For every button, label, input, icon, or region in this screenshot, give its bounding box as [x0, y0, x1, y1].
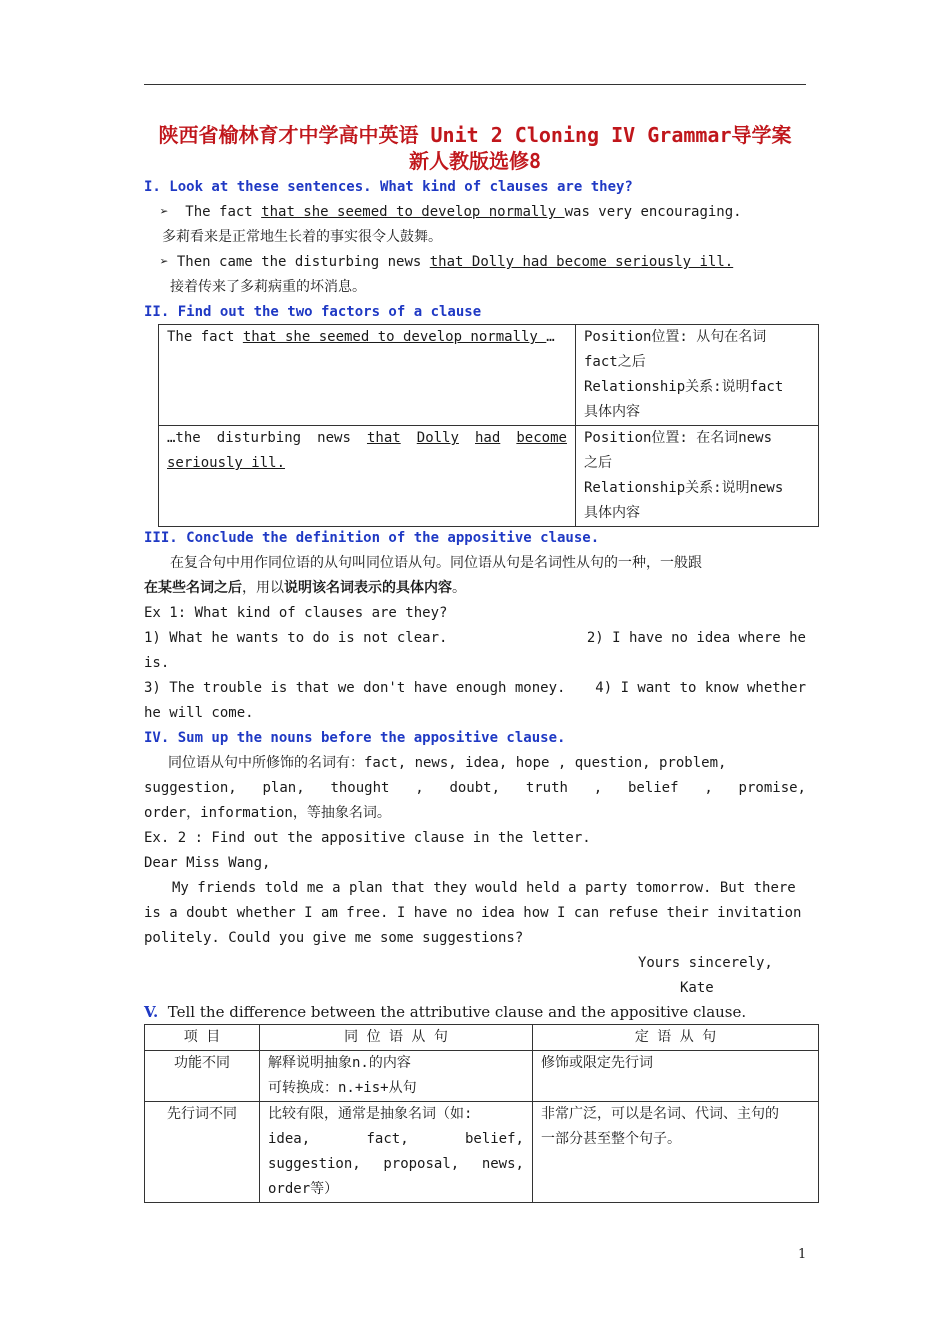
letter-body: politely. Could you give me some suggestions? — [144, 930, 524, 946]
sentence-1-translation: 多莉看来是正常地生长着的事实很令人鼓舞。 — [162, 229, 442, 245]
attributive-cell: 非常广泛，可以是名词、代词、主句的 一部分甚至整个句子。 — [533, 1102, 819, 1203]
column-header: 项 目 — [145, 1025, 260, 1051]
document-subtitle: 新人教版选修8 — [408, 149, 542, 173]
letter-body: My friends told me a plan that they would held a party tomorrow. But there — [172, 880, 796, 896]
row-label: 先行词不同 — [145, 1102, 260, 1203]
column-header: 同 位 语 从 句 — [260, 1025, 533, 1051]
section-5-heading: V. Tell the difference between the attributive clause and the appositive clause. — [144, 1003, 747, 1021]
sentence-2-translation: 接着传来了多莉病重的坏消息。 — [170, 279, 366, 295]
section-1-heading: I. Look at these sentences. What kind of clauses are they? — [144, 179, 633, 195]
letter-salutation: Dear Miss Wang, — [144, 855, 271, 871]
exercise-1-line: 3) The trouble is that we don't have enough money. 4) I want to know whether — [144, 680, 806, 696]
analysis-cell: Position位置: 在名词news 之后 Relationship关系:说明news 具体内容 — [576, 426, 819, 527]
clause-factors-table — [158, 324, 819, 527]
letter-closing: Yours sincerely, — [638, 955, 773, 971]
column-header: 定 语 从 句 — [533, 1025, 819, 1051]
example-cell: The fact that she seemed to develop normally … — [159, 325, 576, 426]
table-row — [145, 1102, 819, 1203]
appositive-cell: 解释说明抽象n.的内容 可转换成：n.+is+从句 — [260, 1051, 533, 1102]
comparison-table — [144, 1024, 819, 1203]
appositive-clause: that she seemed to develop normally — [261, 204, 565, 220]
appositive-clause: that Dolly had become seriously ill. — [429, 254, 734, 270]
bullet-icon: ➢ — [160, 204, 169, 220]
exercise-2-prompt: Ex. 2 : Find out the appositive clause in the letter. — [144, 830, 591, 846]
exercise-1-line: 1) What he wants to do is not clear. 2) I have no idea where he — [144, 630, 806, 646]
table-header-row — [145, 1025, 819, 1051]
letter-signature: Kate — [680, 980, 714, 996]
header-rule — [144, 84, 806, 85]
example-cell: …the disturbing news that Dolly had become seriously ill. — [159, 426, 576, 527]
letter-body: is a doubt whether I am free. I have no idea how I can refuse their invitation — [144, 905, 802, 921]
sentence-2: ➢ Then came the disturbing news that Dolly had become seriously ill. — [160, 254, 734, 270]
sentence-1: ➢ The fact that she seemed to develop normally was very encouraging. — [160, 204, 742, 220]
definition-paragraph-cont: 在某些名词之后，用以说明该名词表示的具体内容。 — [144, 580, 466, 596]
table-row — [145, 1051, 819, 1102]
exercise-1-prompt: Ex 1: What kind of clauses are they? — [144, 605, 448, 621]
document-title: 陕西省榆林育才中学高中英语 Unit 2 Cloning IV Grammar导学案 — [158, 123, 792, 147]
section-4-heading: IV. Sum up the nouns before the appositive clause. — [144, 730, 566, 746]
exercise-1-line: he will come. — [144, 705, 254, 721]
section-2-heading: II. Find out the two factors of a clause — [144, 304, 482, 320]
appositive-cell: 比较有限，通常是抽象名词（如: idea, fact, belief, suggestion, proposal, news, order等） — [260, 1102, 533, 1203]
definition-paragraph: 在复合句中用作同位语的从句叫同位语从句。同位语从句是名词性从句的一种，一般跟 — [170, 555, 702, 571]
section-3-heading: III. Conclude the definition of the appositive clause. — [144, 530, 600, 546]
noun-list-line: suggestion, plan, thought , doubt, truth , belief , promise, — [144, 780, 806, 796]
bullet-icon: ➢ — [160, 254, 169, 270]
table-row — [159, 325, 819, 426]
noun-list-line: order，information，等抽象名词。 — [144, 805, 391, 821]
exercise-1-line: is. — [144, 655, 170, 671]
analysis-cell: Position位置: 从句在名词 fact之后 Relationship关系:说明fact 具体内容 — [576, 325, 819, 426]
table-row — [159, 426, 819, 527]
page-number: 1 — [798, 1247, 807, 1262]
attributive-cell: 修饰或限定先行词 — [533, 1051, 819, 1102]
noun-list-line: 同位语从句中所修饰的名词有：fact, news, idea, hope , question, problem, — [168, 755, 727, 771]
row-label: 功能不同 — [145, 1051, 260, 1102]
